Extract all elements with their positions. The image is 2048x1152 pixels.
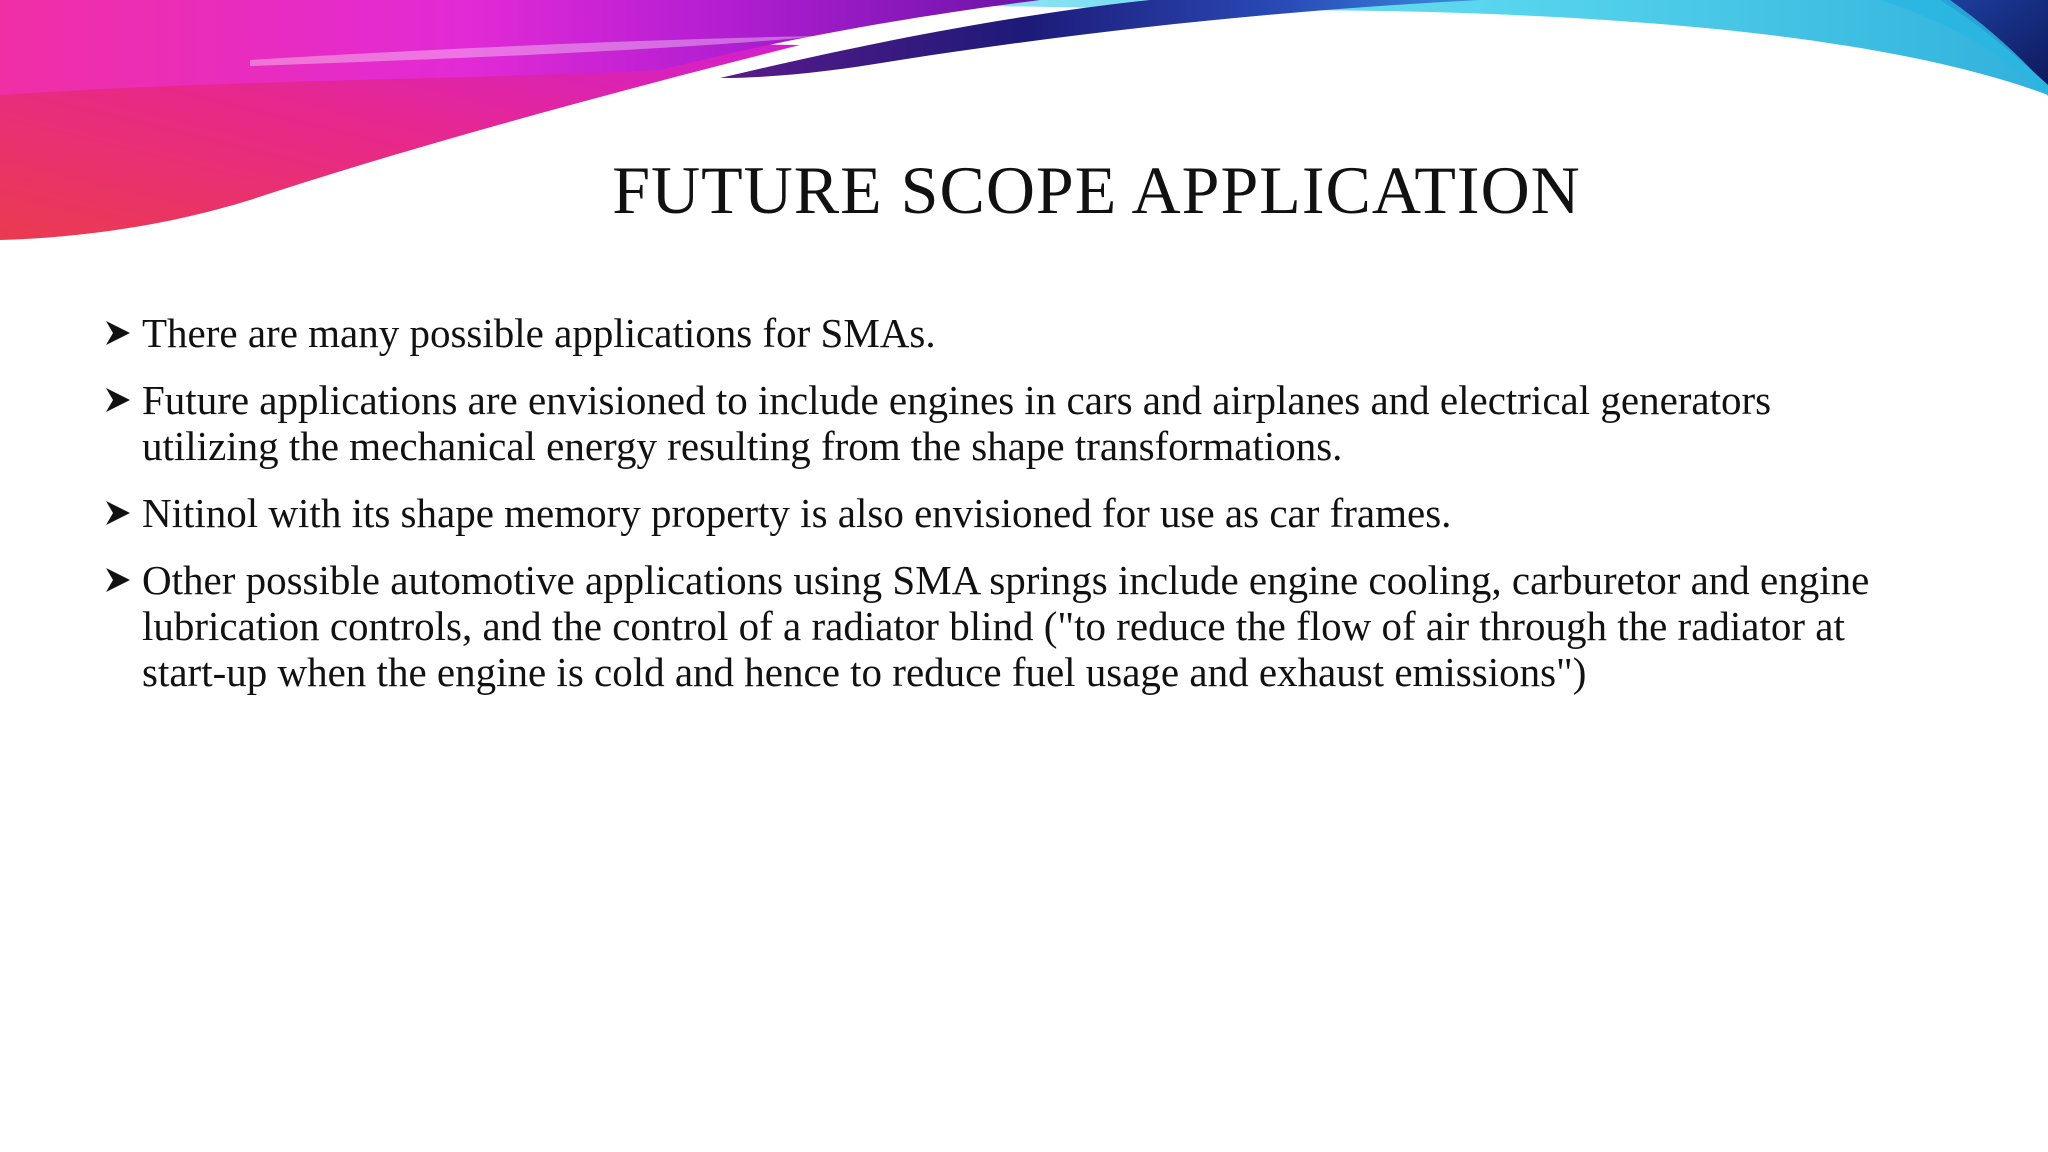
bullet-text: Nitinol with its shape memory property is also envisioned for use as car frames. (142, 490, 1452, 536)
slide-title: FUTURE SCOPE APPLICATION (612, 152, 1581, 228)
bullet-item (104, 377, 1904, 469)
arrowhead-bullet-icon (104, 490, 142, 536)
bullet-item (104, 557, 1904, 695)
bullet-text: Other possible automotive applications using SMA springs include engine cooling, carburetor and engine lubrication controls, and the control of a radiator blind ("to reduce the flow of air through the radiator at start-up when the engine is cold and hence to reduce fuel usage and exhaust emissions") (142, 557, 1870, 695)
bullet-item (104, 490, 1904, 536)
bullet-item (104, 310, 1904, 356)
arrowhead-bullet-icon (104, 377, 142, 423)
bullet-list (104, 310, 1904, 716)
bullet-text: There are many possible applications for SMAs. (142, 310, 936, 356)
arrowhead-bullet-icon (104, 557, 142, 603)
bullet-text: Future applications are envisioned to include engines in cars and airplanes and electrical generators utilizing the mechanical energy resulting from the shape transformations. (142, 377, 1772, 469)
arrowhead-bullet-icon (104, 310, 142, 356)
